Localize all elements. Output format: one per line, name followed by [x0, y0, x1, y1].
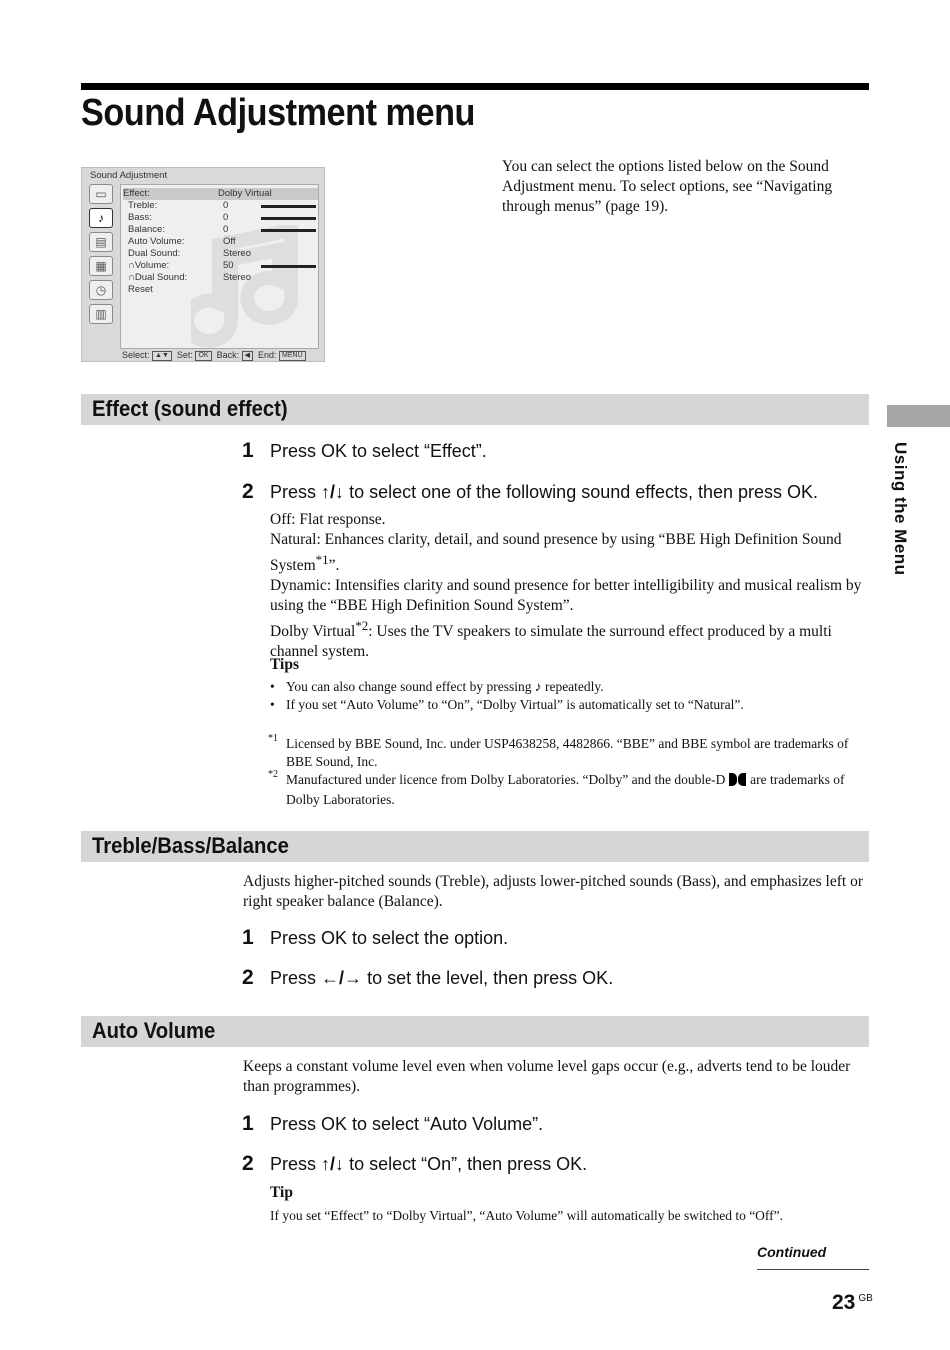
- page-title: Sound Adjustment menu: [81, 92, 475, 134]
- tip-text: If you set “Effect” to “Dolby Virtual”, “Auto Volume” will automatically be switched to “Off”.: [270, 1208, 784, 1223]
- section-heading-treble-bass-balance: Treble/Bass/Balance: [81, 831, 869, 862]
- osd-row-auto-volume: Auto Volume: Off: [128, 236, 236, 247]
- side-tab-label: Using the Menu: [891, 442, 910, 576]
- sound-icon: ♪: [89, 208, 113, 228]
- osd-menu-panel: [120, 184, 319, 349]
- osd-row-dual-sound: Dual Sound: Stereo: [128, 248, 251, 259]
- headphone-icon: ∩: [128, 272, 135, 283]
- treble-description: Adjusts higher-pitched sounds (Treble), adjusts lower-pitched sounds (Bass), and emphasizes left or right speaker balance (Balance).: [243, 873, 863, 910]
- auto-volume-step-2: 2 Press ↑/↓ to select “On”, then press OK.: [242, 1152, 588, 1175]
- tip-item: • If you set “Auto Volume” to “On”, “Dolby Virtual” is automatically set to “Natural”.: [270, 696, 870, 714]
- up-down-arrow-icon: ↑/↓: [321, 482, 345, 502]
- side-tab-marker: [887, 405, 950, 427]
- effect-step-1: 1 Press OK to select “Effect”.: [242, 439, 487, 462]
- auto-volume-step-1: 1 Press OK to select “Auto Volume”.: [242, 1112, 544, 1135]
- sound-adjustment-osd-screenshot: [81, 167, 325, 362]
- up-down-arrow-icon: ↑/↓: [321, 1154, 345, 1174]
- osd-row-headphone-dual-sound: ∩Dual Sound: Stereo: [128, 272, 251, 283]
- osd-footer: Select: ▲▼ Set: OK Back: ◀ End: MENU: [122, 350, 322, 361]
- section-heading-auto-volume: Auto Volume: [81, 1016, 869, 1047]
- up-down-key-icon: ▲▼: [152, 351, 172, 361]
- effect-step-2: 2 Press ↑/↓ to select one of the following sound effects, then press OK.: [242, 480, 819, 503]
- osd-row-bass: Bass: 0: [128, 212, 318, 224]
- back-arrow-key-icon: ◀: [242, 351, 253, 361]
- treble-step-2: 2 Press ←/→ to set the level, then press OK.: [242, 966, 614, 989]
- tip-item: • You can also change sound effect by pressing ♪ repeatedly.: [270, 678, 870, 696]
- picture-icon: ▭: [89, 184, 113, 204]
- footnote-2: *2 Manufactured under licence from Dolby Laboratories. “Dolby” and the double-D are trademarks of Dolby Laboratories.: [268, 769, 845, 807]
- intro-paragraph: You can select the options listed below on the Sound Adjustment menu. To select options, see “Navigating through menus” (page 19).: [502, 158, 833, 215]
- tips-list: [270, 678, 870, 714]
- footnote-1: *1 Licensed by BBE Sound, Inc. under USP4638258, 4482866. “BBE” and BBE symbol are trademarks of BBE Sound, Inc.: [268, 733, 849, 769]
- auto-volume-description: Keeps a constant volume level even when volume level gaps occur (e.g., adverts tend to be louder than programmes).: [243, 1058, 851, 1095]
- timer-icon: ◷: [89, 280, 113, 300]
- osd-row-reset: Reset: [128, 284, 153, 295]
- osd-row-headphone-volume: ∩Volume: 50: [128, 260, 318, 272]
- option-dynamic: Dynamic: Intensifies clarity and sound presence for better intelligibility and musical realism by using the “BBE High Definition Sound System”.: [270, 577, 862, 615]
- option-natural: Natural: Enhances clarity, detail, and sound presence by using “BBE High Definition Sound System$^{*1}$”.: [270, 531, 842, 575]
- dolby-double-d-icon: [729, 773, 747, 791]
- osd-row-balance: Balance: 0: [128, 224, 318, 236]
- setup-icon: ▥: [89, 304, 113, 324]
- continued-label: Continued: [757, 1244, 827, 1260]
- left-right-arrow-icon: ←/→: [321, 968, 363, 988]
- option-off: Off: Flat response.: [270, 511, 386, 528]
- continued-rule: [757, 1269, 869, 1270]
- page-number: 23 $^{GB}$: [832, 1291, 873, 1314]
- option-dolby-virtual: Dolby Virtual$^{*2}$: Uses the TV speakers to simulate the surround effect produced by a multi channel system.: [270, 618, 832, 661]
- screen-icon: ▤: [89, 232, 113, 252]
- section-heading-effect: Effect (sound effect): [81, 394, 869, 425]
- tips-heading: Tips: [270, 656, 300, 673]
- osd-row-treble: Treble: 0: [128, 200, 318, 212]
- osd-title: Sound Adjustment: [90, 170, 168, 181]
- treble-step-1: 1 Press OK to select the option.: [242, 926, 509, 949]
- features-icon: ▦: [89, 256, 113, 276]
- osd-icon-column: [86, 184, 118, 328]
- headphone-icon: ∩: [128, 260, 135, 271]
- effect-options: [270, 510, 865, 662]
- tip-heading: Tip: [270, 1184, 293, 1201]
- osd-row-effect: Effect: Dolby Virtual: [123, 188, 319, 200]
- top-rule: [81, 83, 869, 90]
- footnotes: [268, 735, 868, 809]
